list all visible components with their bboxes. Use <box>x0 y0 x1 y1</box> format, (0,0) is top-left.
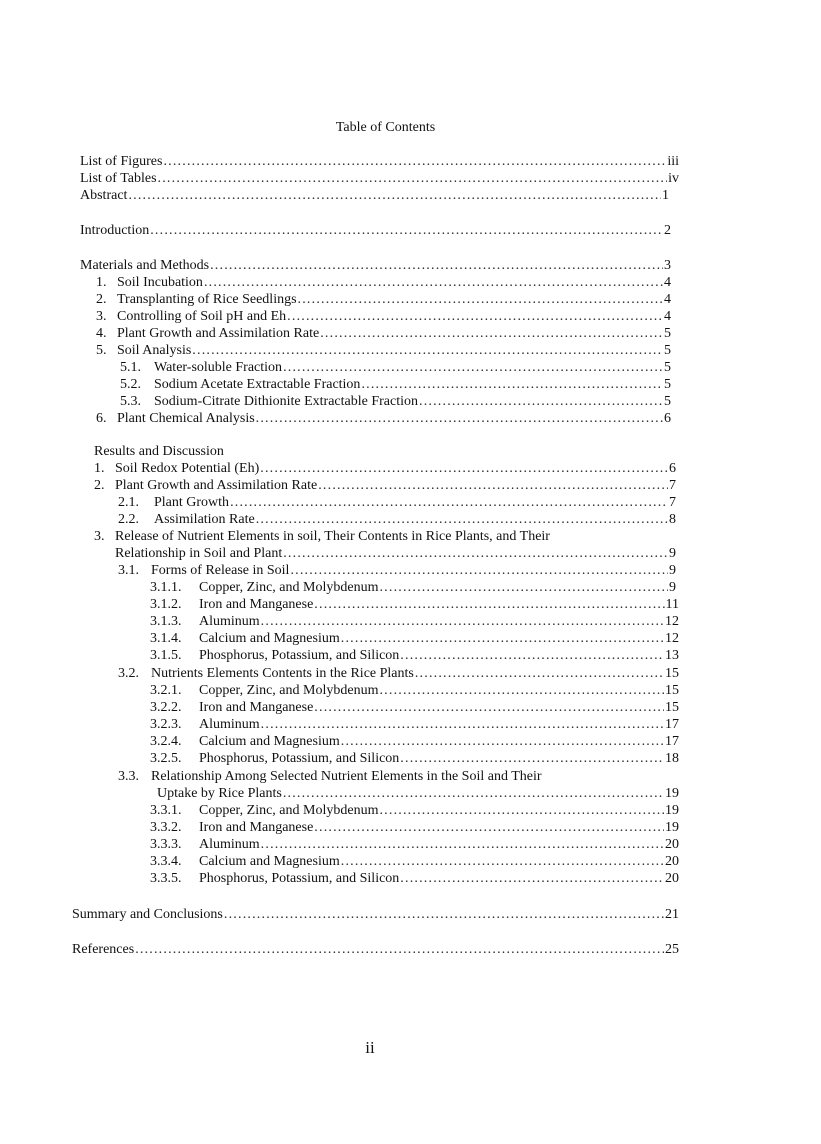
toc-entry-label: Soil Analysis <box>117 343 192 358</box>
toc-entry-page: 19 <box>665 820 679 835</box>
toc-entry[interactable] <box>150 613 679 630</box>
toc-heading-results-and-discussion[interactable]: Results and Discussion <box>94 444 224 459</box>
toc-entry-page: 21 <box>665 907 679 922</box>
toc-entry-page: 19 <box>665 786 679 801</box>
toc-entry-label: Water-soluble Fraction <box>154 360 283 375</box>
toc-entry-page: 1 <box>662 188 669 203</box>
toc-entry-label: Sodium-Citrate Dithionite Extractable Fraction <box>154 394 418 409</box>
toc-entry-number: 3.2.2. <box>150 700 182 715</box>
toc-entry[interactable] <box>118 494 676 511</box>
toc-entry-page: 4 <box>664 275 671 290</box>
toc-entry[interactable] <box>118 768 542 785</box>
toc-entry-number: 3. <box>94 529 105 544</box>
toc-entry-number: 6. <box>96 411 107 426</box>
toc-entry[interactable] <box>150 647 679 664</box>
toc-entry[interactable] <box>96 291 671 308</box>
toc-entry-label: Iron and Manganese <box>199 597 314 612</box>
toc-entry-label: Soil Redox Potential (Eh) <box>115 461 260 476</box>
toc-entry-label: Plant Chemical Analysis <box>117 411 255 426</box>
toc-entry-number: 3.1.1. <box>150 580 182 595</box>
toc-entry-label: Calcium and Magnesium <box>199 854 340 869</box>
toc-entry-label: Introduction <box>80 223 150 238</box>
toc-entry-number: 3.2.5. <box>150 751 182 766</box>
toc-entry-number: 3.1.5. <box>150 648 182 663</box>
toc-entry-number: 2. <box>94 478 105 493</box>
toc-entry-page: 25 <box>665 942 679 957</box>
toc-entry-page: 12 <box>665 631 679 646</box>
toc-entry-page: 9 <box>669 563 676 578</box>
toc-entry[interactable] <box>150 750 679 767</box>
toc-entry-introduction[interactable] <box>80 222 671 239</box>
toc-entry-number: 3.3. <box>118 769 139 784</box>
toc-entry[interactable] <box>94 460 676 477</box>
toc-entry-number: 5.2. <box>120 377 141 392</box>
toc-entry-page: 2 <box>664 223 671 238</box>
toc-entry-label: Transplanting of Rice Seedlings <box>117 292 297 307</box>
toc-entry-label: Copper, Zinc, and Molybdenum <box>199 683 379 698</box>
toc-entry-number: 3.2.4. <box>150 734 182 749</box>
toc-entry-label: Phosphorus, Potassium, and Silicon <box>199 648 400 663</box>
toc-entry-number: 3.3.2. <box>150 820 182 835</box>
toc-entry[interactable] <box>94 477 676 494</box>
toc-entry-number: 2. <box>96 292 107 307</box>
toc-entry-label: Calcium and Magnesium <box>199 734 340 749</box>
toc-entry[interactable] <box>157 785 679 802</box>
toc-entry-list-of-tables[interactable] <box>80 170 679 187</box>
toc-entry-number: 1. <box>94 461 105 476</box>
toc-entry-number: 5. <box>96 343 107 358</box>
toc-entry-label: Uptake by Rice Plants <box>157 786 282 801</box>
toc-entry-page: 5 <box>664 343 671 358</box>
toc-entry-number: 3.3.3. <box>150 837 182 852</box>
toc-entry-label: Summary and Conclusions <box>72 907 223 922</box>
toc-entry-materials-and-methods[interactable] <box>80 257 671 274</box>
toc-entry-page: 5 <box>664 394 671 409</box>
toc-entry[interactable] <box>150 853 679 870</box>
toc-entry-label: Phosphorus, Potassium, and Silicon <box>199 871 400 886</box>
toc-entry[interactable] <box>118 562 676 579</box>
toc-entry-page: 20 <box>665 854 679 869</box>
toc-entry-number: 3.2.3. <box>150 717 182 732</box>
toc-entry[interactable] <box>96 308 671 325</box>
toc-entry-page: 6 <box>669 461 676 476</box>
toc-entry[interactable] <box>150 870 679 887</box>
toc-entry-number: 3.1.2. <box>150 597 182 612</box>
toc-entry-page: 4 <box>664 292 671 307</box>
toc-entry-label: Nutrients Elements Contents in the Rice Plants <box>151 666 414 681</box>
toc-entry-page: 3 <box>664 258 671 273</box>
toc-entry-number: 3.1. <box>118 563 139 578</box>
toc-entry[interactable] <box>150 682 679 699</box>
toc-entry-page: 7 <box>669 478 676 493</box>
toc-entry-page: 20 <box>665 871 679 886</box>
toc-entry[interactable] <box>150 819 679 836</box>
toc-entry-number: 2.1. <box>118 495 139 510</box>
toc-entry-page: 17 <box>665 734 679 749</box>
toc-entry-label: Release of Nutrient Elements in soil, Their Contents in Rice Plants, and Their <box>115 529 550 544</box>
toc-entry-label: Forms of Release in Soil <box>151 563 290 578</box>
toc-entry-page: 5 <box>664 360 671 375</box>
page-number: ii <box>365 1038 375 1057</box>
toc-entry[interactable] <box>150 596 679 613</box>
toc-entry[interactable] <box>120 393 671 410</box>
toc-entry[interactable] <box>150 802 679 819</box>
toc-entry-label: Plant Growth and Assimilation Rate <box>115 478 318 493</box>
toc-entry-page: 17 <box>665 717 679 732</box>
toc-entry-number: 3.2.1. <box>150 683 182 698</box>
toc-entry-label: Soil Incubation <box>117 275 203 290</box>
toc-entry-page: 5 <box>664 377 671 392</box>
toc-entry[interactable] <box>150 630 679 647</box>
toc-entry[interactable] <box>96 342 671 359</box>
toc-entry-page: 9 <box>669 546 676 561</box>
toc-entry-number: 3.1.4. <box>150 631 182 646</box>
toc-entry-number: 3.3.4. <box>150 854 182 869</box>
toc-entry-number: 3. <box>96 309 107 324</box>
toc-entry-summary-and-conclusions[interactable] <box>72 906 679 923</box>
toc-entry-label: Copper, Zinc, and Molybdenum <box>199 580 379 595</box>
toc-entry-page: 15 <box>665 683 679 698</box>
toc-entry-page: 9 <box>669 580 676 595</box>
toc-entry-label: Sodium Acetate Extractable Fraction <box>154 377 361 392</box>
toc-entry-label: Plant Growth <box>154 495 230 510</box>
toc-entry-label: List of Tables <box>80 171 157 186</box>
toc-entry[interactable] <box>150 716 679 733</box>
toc-entry-page: 15 <box>665 666 679 681</box>
toc-entry-page: 7 <box>669 495 676 510</box>
toc-entry-label: Relationship Among Selected Nutrient Elements in the Soil and Their <box>151 769 542 784</box>
toc-entry-page: 18 <box>665 751 679 766</box>
toc-entry-page: 4 <box>664 309 671 324</box>
toc-entry-label: Aluminum <box>199 837 260 852</box>
toc-entry-label: References <box>72 942 135 957</box>
toc-entry-number: 5.3. <box>120 394 141 409</box>
toc-entry-label: Iron and Manganese <box>199 820 314 835</box>
toc-entry[interactable] <box>150 579 676 596</box>
toc-title: Table of Contents <box>335 120 436 135</box>
toc-entry-page: 8 <box>669 512 676 527</box>
toc-entry-label: Iron and Manganese <box>199 700 314 715</box>
toc-entry-page: iii <box>667 154 679 169</box>
toc-entry-list-of-figures[interactable] <box>80 153 679 170</box>
toc-entry-number: 3.1.3. <box>150 614 182 629</box>
toc-entry-label: Copper, Zinc, and Molybdenum <box>199 803 379 818</box>
toc-entry-label: List of Figures <box>80 154 163 169</box>
toc-entry[interactable] <box>120 376 671 393</box>
toc-entry-page: 13 <box>665 648 679 663</box>
toc-entry-label: Aluminum <box>199 614 260 629</box>
toc-entry[interactable] <box>120 359 671 376</box>
toc-entry[interactable] <box>150 733 679 750</box>
toc-entry-label: Materials and Methods <box>80 258 210 273</box>
toc-entry[interactable] <box>150 836 679 853</box>
toc-entry[interactable] <box>118 511 676 528</box>
toc-entry-label: Calcium and Magnesium <box>199 631 340 646</box>
toc-entry-label: Controlling of Soil pH and Eh <box>117 309 287 324</box>
toc-entry-number: 5.1. <box>120 360 141 375</box>
toc-entry[interactable] <box>150 699 679 716</box>
toc-entry-label: Aluminum <box>199 717 260 732</box>
toc-entry-references[interactable] <box>72 941 679 958</box>
toc-entry-number: 1. <box>96 275 107 290</box>
toc-entry-number: 4. <box>96 326 107 341</box>
toc-entry-label: Assimilation Rate <box>154 512 255 527</box>
toc-entry[interactable] <box>118 665 679 682</box>
toc-entry[interactable] <box>115 545 676 562</box>
toc-entry-label: Relationship in Soil and Plant <box>115 546 283 561</box>
toc-entry-label: Plant Growth and Assimilation Rate <box>117 326 320 341</box>
toc-entry-page: iv <box>668 171 679 186</box>
toc-entry-page: 19 <box>665 803 679 818</box>
toc-entry-number: 3.2. <box>118 666 139 681</box>
toc-entry-page: 15 <box>665 700 679 715</box>
toc-entry-number: 3.3.1. <box>150 803 182 818</box>
toc-entry[interactable] <box>96 410 671 427</box>
toc-entry-page: 20 <box>665 837 679 852</box>
toc-entry-abstract[interactable] <box>80 187 669 204</box>
toc-entry-page: 5 <box>664 326 671 341</box>
toc-entry-page: 6 <box>664 411 671 426</box>
toc-entry[interactable] <box>94 528 550 545</box>
toc-entry[interactable] <box>96 325 671 342</box>
toc-entry-page: 11 <box>665 597 679 612</box>
toc-entry-number: 3.3.5. <box>150 871 182 886</box>
toc-entry[interactable] <box>96 274 671 291</box>
toc-entry-label: Phosphorus, Potassium, and Silicon <box>199 751 400 766</box>
toc-entry-page: 12 <box>665 614 679 629</box>
toc-entry-label: Abstract <box>80 188 128 203</box>
toc-entry-number: 2.2. <box>118 512 139 527</box>
